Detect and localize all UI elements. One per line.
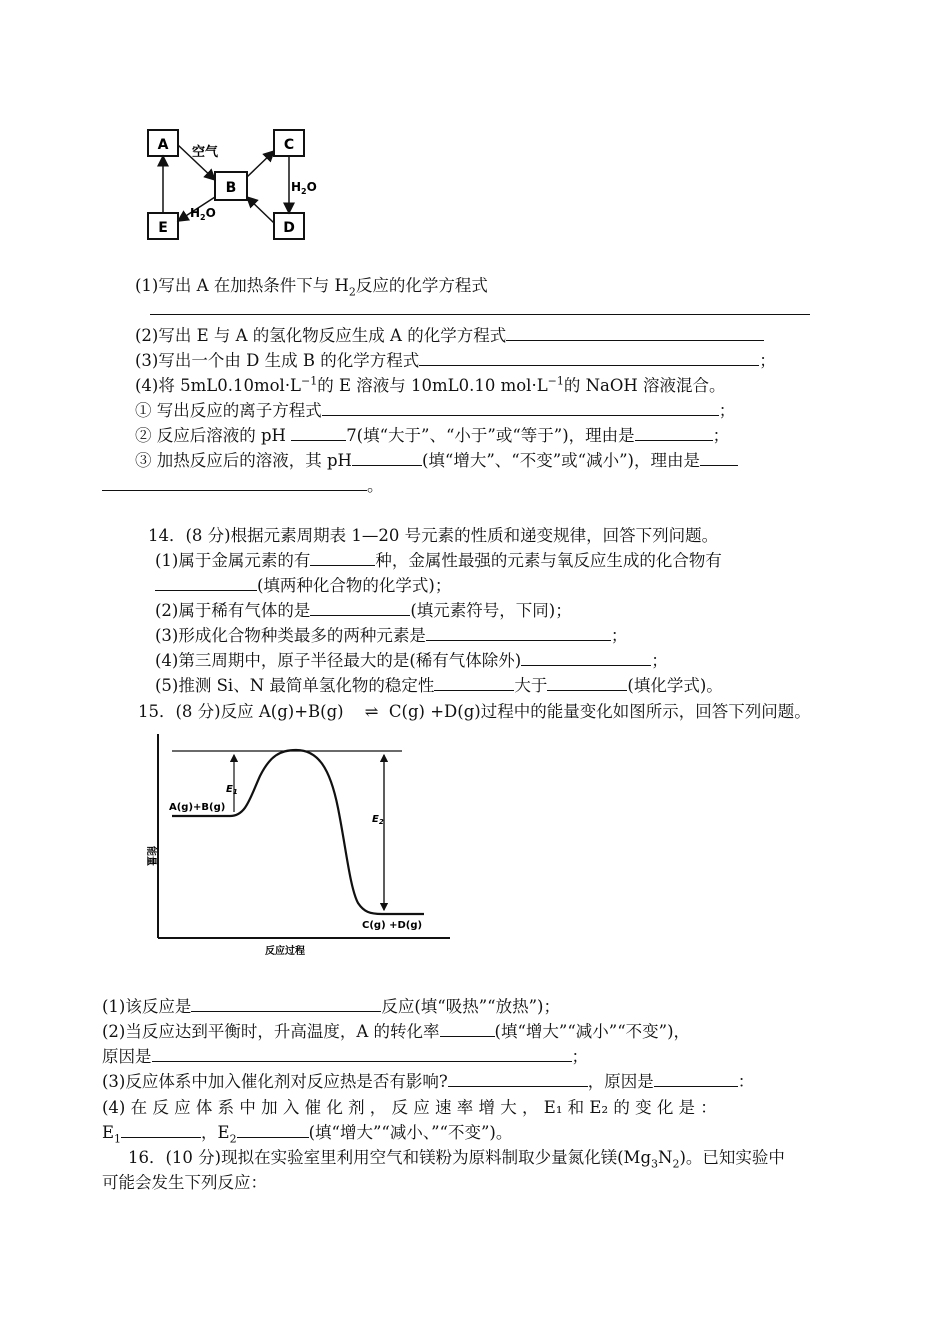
q16-stem-continued: 可能会发生下列反应： [102, 1173, 267, 1192]
energy-curve [172, 750, 424, 914]
q15-part3-blank[interactable] [448, 1072, 588, 1087]
q13-sub1-blank[interactable] [322, 401, 719, 416]
q15-part1-blank[interactable] [191, 997, 381, 1012]
q14-part1-count-blank[interactable] [310, 551, 375, 566]
q13-part2: (2)写出 E 与 A 的氢化物反应生成 A 的化学方程式 [135, 326, 764, 346]
y-axis-label: 能量 [145, 846, 156, 866]
q13-part2-blank[interactable] [506, 326, 764, 341]
q13-sub3-reason-blank[interactable] [700, 451, 738, 466]
arrow-d-to-b [247, 197, 274, 223]
q13-sub3: ③ 加热反应后的溶液，其 pH (填“增大”、“不变”或“减小”)，理由是 [135, 451, 738, 471]
q14-part5: (5)推测 Si、N 最简单氢化物的稳定性 大于 (填化学式)。 [155, 676, 723, 695]
q13-sub3-continued: 。 [102, 476, 384, 496]
q14-part5-blank-2[interactable] [547, 676, 627, 691]
energy-profile-graph [138, 728, 468, 960]
q15-part3: (3)反应体系中加入催化剂对反应热是否有影响? ，原因是 ： [102, 1072, 755, 1091]
node-b-label: B [225, 180, 237, 196]
q13-sub2: ② 反应后溶液的 pH 7(填“大于”、“小于”或“等于”)，理由是 ； [135, 426, 730, 445]
e1-label: $E_1$ [226, 784, 238, 796]
q15-part2: (2)当反应达到平衡时，升高温度，A 的转化率 (填“增大”“减小”“不变”)， [102, 1022, 691, 1041]
edge-label-water-left: $H_2O$ [190, 206, 216, 222]
node-a-label: A [157, 137, 169, 153]
reactants-label: A(g)+B(g) [169, 802, 226, 813]
q14-part3: (3)形成化合物种类最多的两种元素是 ； [155, 626, 628, 645]
element-transformation-diagram [140, 125, 340, 250]
q13-sub2-ph-blank[interactable] [291, 426, 346, 441]
node-c-label: C [283, 137, 295, 153]
q14-part1-continued: (填两种化合物的化学式)； [155, 576, 451, 596]
q13-sub3-reason-blank-cont[interactable] [102, 476, 367, 491]
e2-label: $E_2$ [372, 814, 384, 826]
q15-part4-answers: $E_1$ ，$E_2$ (填“增大”“减小、”“不变”)。 [102, 1123, 513, 1146]
q13-sub3-ph-blank[interactable] [352, 451, 422, 466]
q14-stem: 14．(8 分)根据元素周期表 1—20 号元素的性质和递变规律，回答下列问题。 [148, 526, 719, 545]
q14-part1-compound-blank[interactable] [155, 576, 257, 591]
q14-part2-blank[interactable] [310, 601, 410, 616]
q15-part2-reason-blank[interactable] [152, 1047, 572, 1062]
q14-part5-blank-1[interactable] [434, 676, 514, 691]
edge-label-water-right: $H_2O$ [291, 180, 317, 196]
q13-sub2-reason-blank[interactable] [635, 426, 713, 441]
q14-part3-blank[interactable] [426, 626, 611, 641]
q14-part1: (1)属于金属元素的有 种，金属性最强的元素与氧反应生成的化合物有 [155, 551, 722, 570]
products-label: C(g) +D(g) [362, 920, 423, 931]
q15-part4: (4) 在 反 应 体 系 中 加 入 催 化 剂 ， 反 应 速 率 增 大 ， E₁ 和 E₂ 的 变 化 是 ： [102, 1098, 717, 1117]
q13-sub1: ① 写出反应的离子方程式 ； [135, 401, 736, 420]
equilibrium-arrow-icon: ⇌ [364, 702, 379, 721]
q15-e1-blank[interactable] [121, 1123, 201, 1138]
q13-part1: (1)写出 A 在加热条件下与 $H_2$反应的化学方程式 [135, 276, 488, 299]
node-e-label: E [158, 220, 168, 236]
q15-part3-reason-blank[interactable] [654, 1072, 738, 1087]
q13-part3: (3)写出一个由 D 生成 B 的化学方程式 ； [135, 351, 776, 370]
q14-part4: (4)第三周期中，原子半径最大的是(稀有气体除外) ； [155, 651, 668, 670]
q13-part3-blank[interactable] [419, 351, 759, 366]
q15-stem: 15．(8 分)反应 A(g)+B(g) ⇌ C(g) +D(g)过程中的能量变化如图所示，回答下列问题。 [138, 702, 811, 721]
arrow-b-to-c [247, 151, 274, 177]
q15-e2-blank[interactable] [237, 1123, 309, 1138]
node-d-label: D [283, 220, 295, 236]
q15-part2-blank[interactable] [440, 1022, 495, 1037]
q14-part4-blank[interactable] [521, 651, 651, 666]
edge-label-air: 空气 [192, 145, 219, 160]
q16-stem: 16．(10 分)现拟在实验室里利用空气和镁粉为原料制取少量氮化镁$(Mg_3N_2)$。已知实验中 [128, 1148, 785, 1171]
q15-part2-reason: 原因是 ； [102, 1047, 588, 1066]
q15-part1: (1)该反应是 反应(填“吸热”“放热”)； [102, 997, 560, 1016]
x-axis-label: 反应过程 [265, 946, 305, 957]
q13-part1-answer-line[interactable] [150, 300, 810, 320]
q14-part2: (2)属于稀有气体的是 (填元素符号，下同)； [155, 601, 572, 620]
q13-part4: (4)将 $5mL0.10mol\cdot L^{-1}$的 E 溶液与 10mL0.10 $mol\cdot L^{-1}$的 NaOH 溶液混合。 [135, 374, 726, 395]
